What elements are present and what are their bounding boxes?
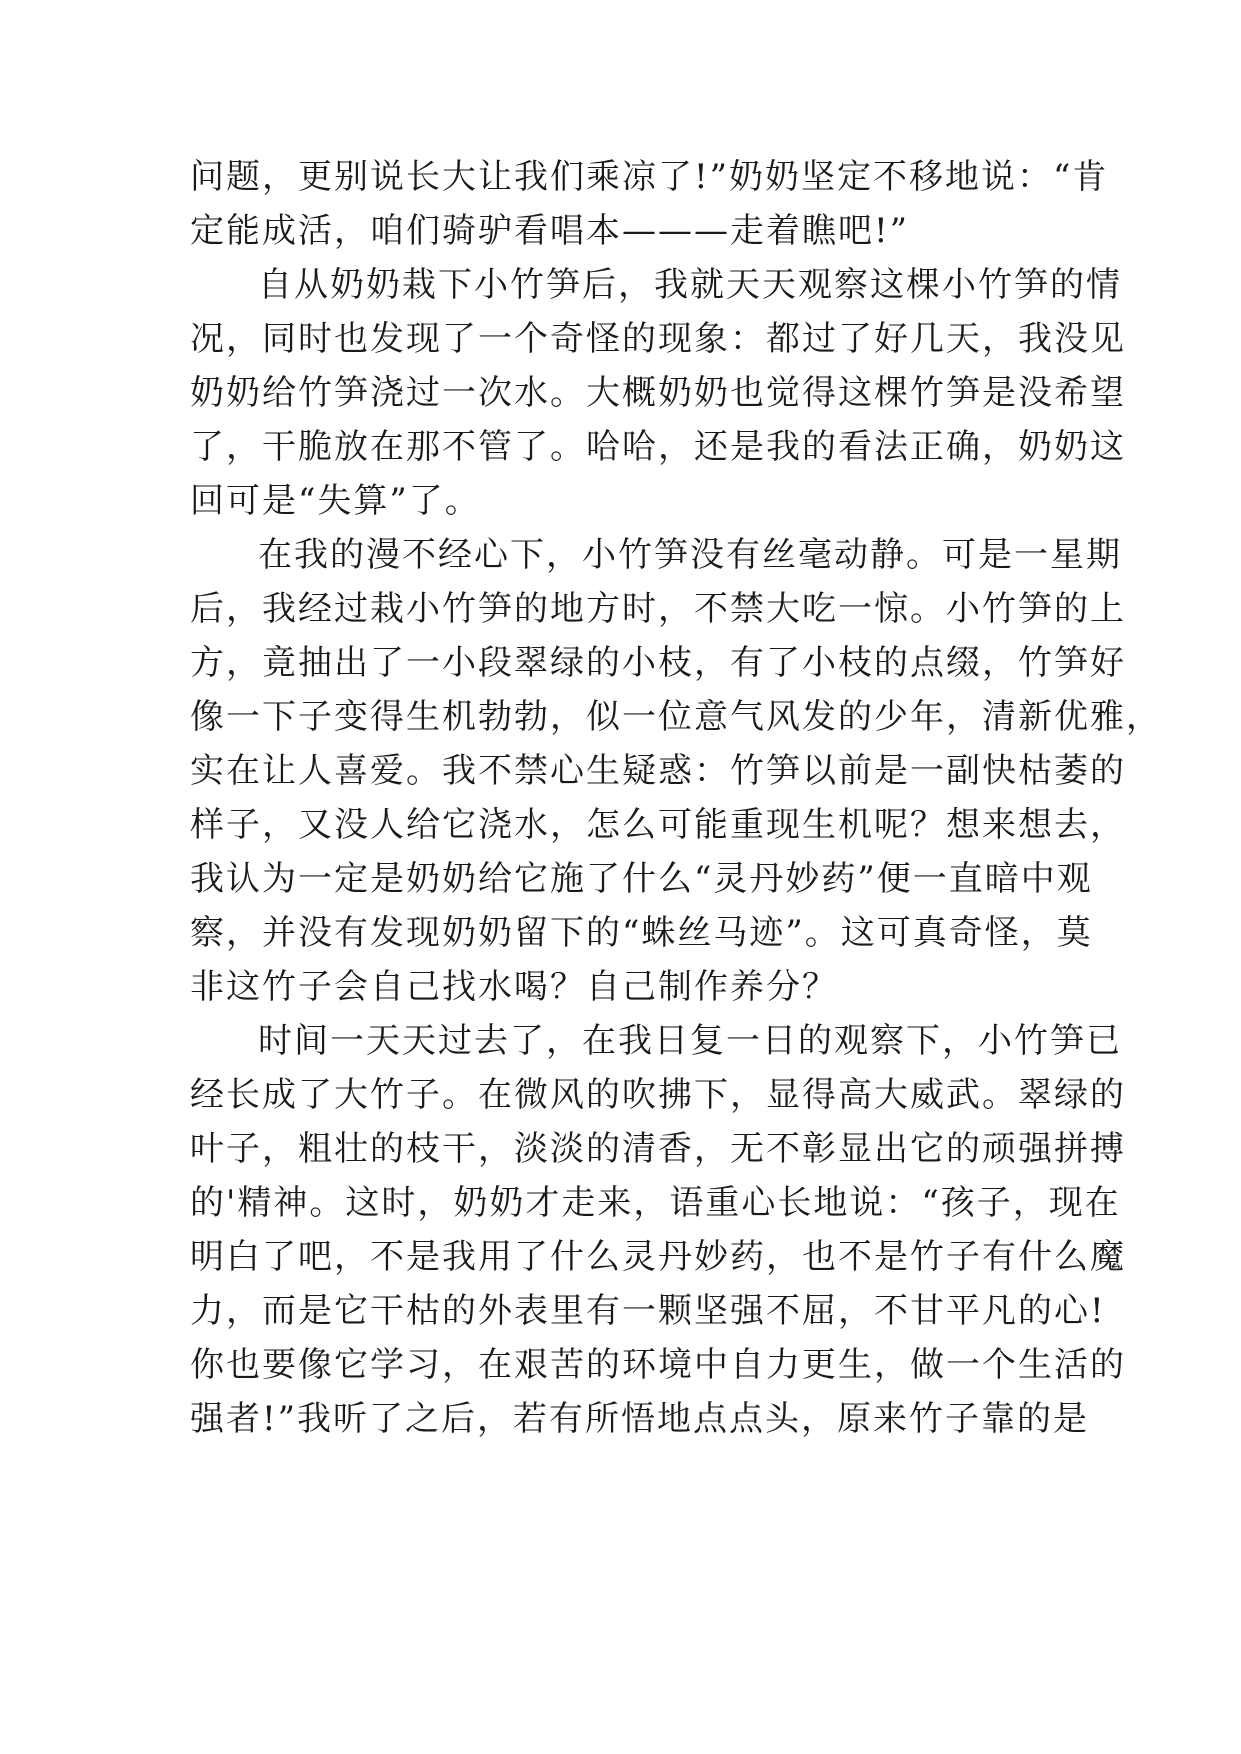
text-line: 了，干脆放在那不管了。哈哈，还是我的看法正确，奶奶这 (190, 427, 1126, 467)
paragraph (190, 150, 1109, 258)
text-line: 实在让人喜爱。我不禁心生疑惑：竹笋以前是一副快枯萎的 (190, 751, 1126, 791)
text-line: 况，同时也发现了一个奇怪的现象：都过了好几天，我没见 (190, 319, 1126, 359)
text-line: 问题，更别说长大让我们乘凉了!”奶奶坚定不移地说：“肯 (190, 157, 1109, 197)
text-line: 样子，又没人给它浇水，怎么可能重现生机呢？想来想去， (190, 805, 1126, 845)
text-line: 奶奶给竹笋浇过一次水。大概奶奶也觉得这棵竹笋是没希望 (190, 373, 1126, 413)
paragraph (190, 258, 1126, 528)
document-body (190, 150, 1162, 1446)
text-line: 定能成活，咱们骑驴看唱本———走着瞧吧!” (190, 211, 910, 251)
text-line: 力，而是它干枯的外表里有一颗坚强不屈，不甘平凡的心! (190, 1291, 1106, 1331)
text-line: 时间一天天过去了，在我日复一日的观察下，小竹笋已 (258, 1021, 1122, 1061)
text-line: 后，我经过栽小竹笋的地方时，不禁大吃一惊。小竹笋的上 (190, 589, 1126, 629)
text-line: 强者!”我听了之后，若有所悟地点点头，原来竹子靠的是 (190, 1399, 1090, 1439)
text-line: 非这竹子会自己找水喝？自己制作养分？ (190, 967, 838, 1007)
text-line: 明白了吧，不是我用了什么灵丹妙药，也不是竹子有什么魔 (190, 1237, 1126, 1277)
paragraph (190, 1014, 1126, 1446)
text-line: 察，并没有发现奶奶留下的“蛛丝马迹”。这可真奇怪，莫 (190, 913, 1093, 953)
text-line: 你也要像它学习，在艰苦的环境中自力更生，做一个生活的 (190, 1345, 1126, 1385)
text-line: 的'精神。这时，奶奶才走来，语重心长地说：“孩子，现在 (190, 1183, 1121, 1223)
text-line: 叶子，粗壮的枝干，淡淡的清香，无不彰显出它的顽强拼搏 (190, 1129, 1126, 1169)
text-line: 经长成了大竹子。在微风的吹拂下，显得高大威武。翠绿的 (190, 1075, 1126, 1115)
text-line: 像一下子变得生机勃勃，似一位意气风发的少年，清新优雅， (190, 697, 1162, 737)
paragraph (190, 528, 1162, 1014)
text-line: 方，竟抽出了一小段翠绿的小枝，有了小枝的点缀，竹笋好 (190, 643, 1126, 683)
text-line: 我认为一定是奶奶给它施了什么“灵丹妙药”便一直暗中观 (190, 859, 1093, 899)
text-line: 自从奶奶栽下小竹笋后，我就天天观察这棵小竹笋的情 (258, 265, 1122, 305)
text-line: 在我的漫不经心下，小竹笋没有丝毫动静。可是一星期 (258, 535, 1122, 575)
text-line: 回可是“失算”了。 (190, 481, 481, 521)
